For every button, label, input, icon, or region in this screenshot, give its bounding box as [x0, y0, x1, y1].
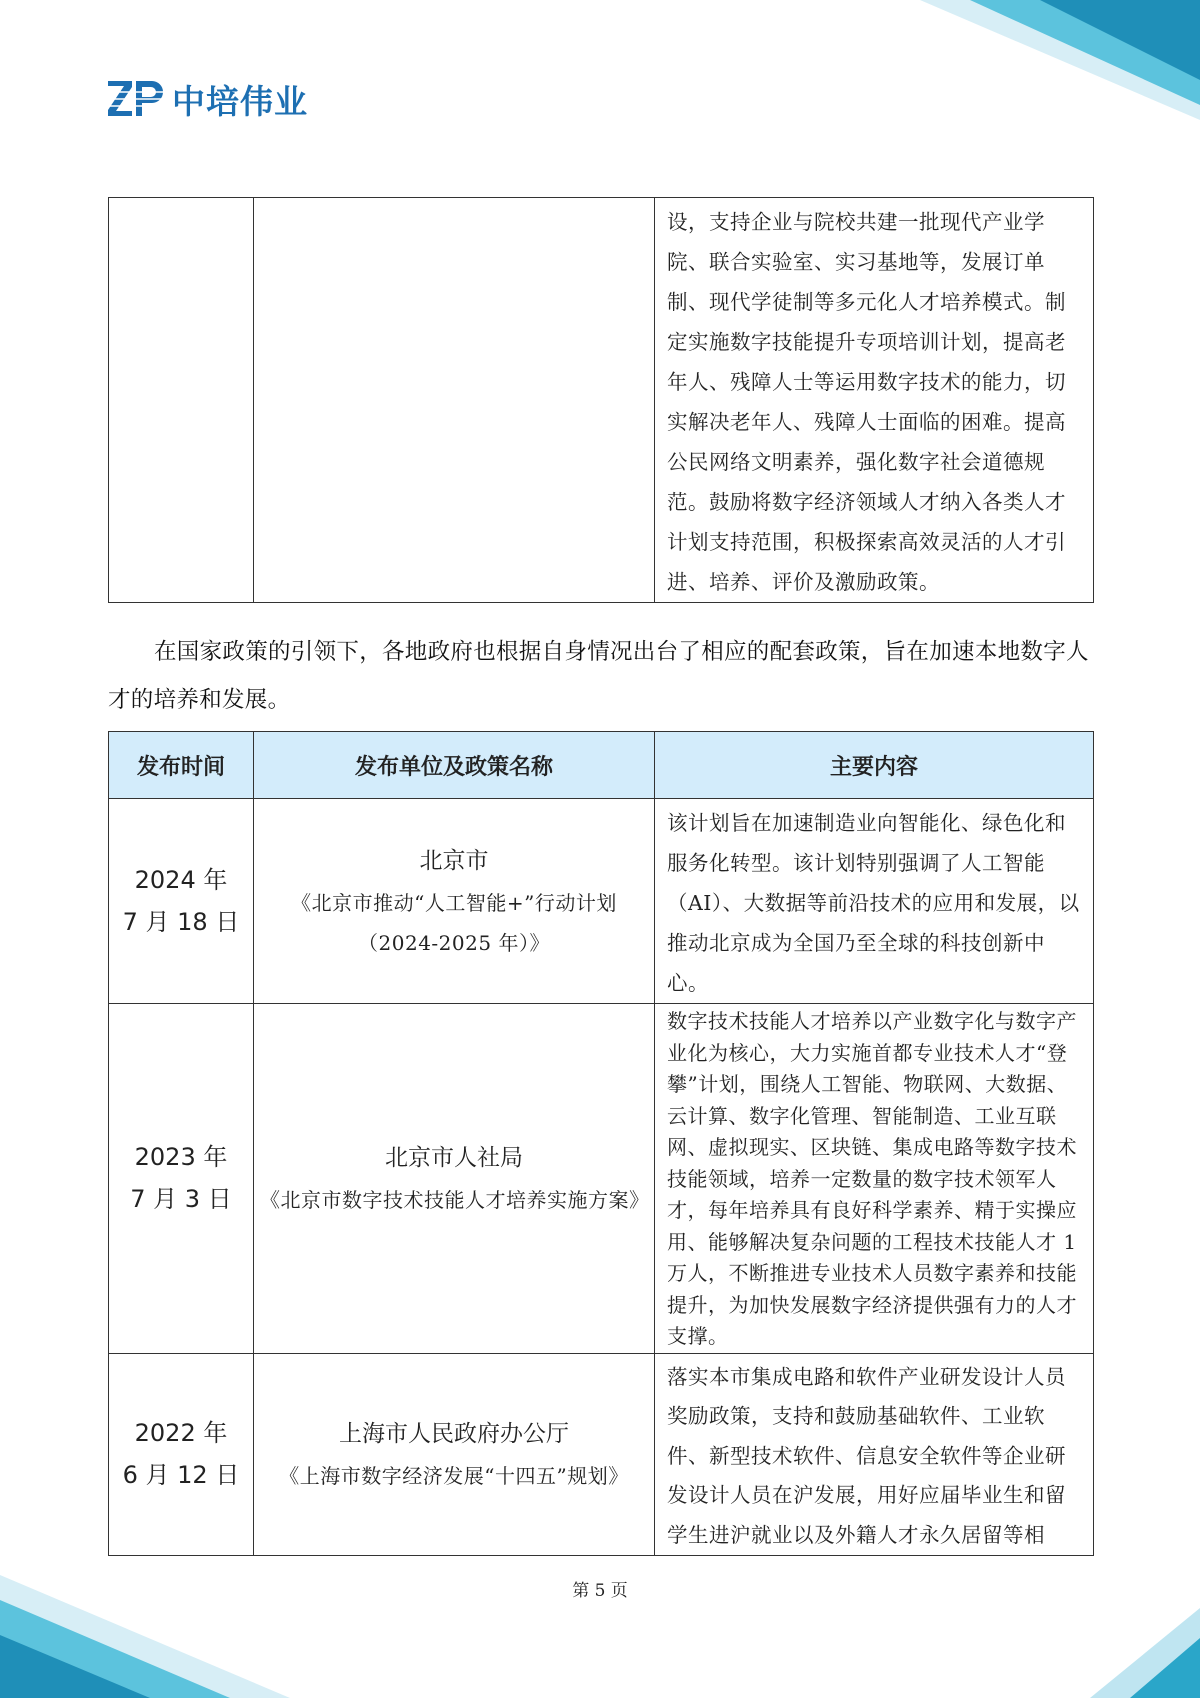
date-year: 2023 年 — [134, 1143, 228, 1172]
unit-cell — [254, 1004, 655, 1354]
logo-text: 中培伟业 — [172, 81, 308, 121]
unit-cell — [254, 198, 655, 603]
policy-table — [108, 731, 1094, 1556]
date-cell — [109, 799, 254, 1004]
unit-name: 北京市人社局 — [385, 1145, 523, 1172]
unit-cell — [254, 1353, 655, 1556]
unit-name: 上海市人民政府办公厅 — [339, 1421, 569, 1448]
date-day: 7 月 3 日 — [130, 1185, 232, 1214]
logo-mark-icon — [106, 78, 164, 120]
date-cell — [109, 1004, 254, 1354]
unit-name: 北京市 — [419, 848, 489, 874]
header-unit: 发布单位及政策名称 — [254, 732, 655, 799]
table-row — [109, 799, 1094, 1004]
table-header-row — [109, 732, 1094, 799]
company-logo — [106, 78, 308, 120]
policy-name: 《北京市推动“人工智能+”行动计划（2024-2025 年）》 — [291, 891, 617, 955]
unit-cell — [254, 799, 655, 1004]
header-content: 主要内容 — [655, 732, 1094, 799]
table-row — [109, 1004, 1094, 1354]
content-cell: 落实本市集成电路和软件产业研发设计人员奖励政策，支持和鼓励基础软件、工业软件、新型技术软件、信息安全软件等企业研发设计人员在沪发展，用好应届毕业生和留学生进沪就业以及外籍人才永久居留等相 — [655, 1353, 1094, 1556]
date-year: 2022 年 — [134, 1419, 228, 1448]
date-year: 2024 年 — [134, 866, 228, 894]
top-right-decoration — [900, 0, 1200, 130]
content-cell: 设，支持企业与院校共建一批现代产业学院、联合实验室、实习基地等，发展订单制、现代学徒制等多元化人才培养模式。制定实施数字技能提升专项培训计划，提高老年人、残障人士等运用数字技术的能力，切实解决老年人、残障人士面临的困难。提高公民网络文明素养，强化数字社会道德规范。鼓励将数字经济领域人才纳入各类人才计划支持范围，积极探索高效灵活的人才引进、培养、评价及激励政策。 — [655, 198, 1094, 603]
continuation-table — [108, 197, 1094, 603]
date-day: 7 月 18 日 — [122, 908, 240, 936]
page-number: 第 5 页 — [572, 1581, 628, 1601]
date-day: 6 月 12 日 — [122, 1461, 240, 1490]
content-cell: 数字技术技能人才培养以产业数字化与数字产业化为核心，大力实施首都专业技术人才“登攀”计划，围绕人工智能、物联网、大数据、云计算、数字化管理、智能制造、工业互联网、虚拟现实、区块链、集成电路等数字技术技能领域，培养一定数量的数字技术领军人才，每年培养具有良好科学素养、精于实操应用、能够解决复杂问题的工程技术技能人才 1 万人，不断推进专业技术人员数字素养和技能提升，为加快发展数字经济提供强有力的人才支撑。 — [655, 1004, 1094, 1354]
policy-name: 《北京市数字技术技能人才培养实施方案》 — [260, 1188, 650, 1213]
table-row — [109, 1353, 1094, 1556]
date-cell — [109, 198, 254, 603]
table-row — [109, 198, 1094, 603]
intro-paragraph: 在国家政策的引领下，各地政府也根据自身情况出台了相应的配套政策，旨在加速本地数字人才的培养和发展。 — [108, 639, 1089, 713]
header-date: 发布时间 — [109, 732, 254, 799]
bottom-right-decoration — [1060, 1598, 1200, 1698]
date-cell — [109, 1353, 254, 1556]
content-cell: 该计划旨在加速制造业向智能化、绿色化和服务化转型。该计划特别强调了人工智能（AI）、大数据等前沿技术的应用和发展，以推动北京成为全国乃至全球的科技创新中心。 — [655, 799, 1094, 1004]
policy-name: 《上海市数字经济发展“十四五”规划》 — [279, 1464, 629, 1489]
